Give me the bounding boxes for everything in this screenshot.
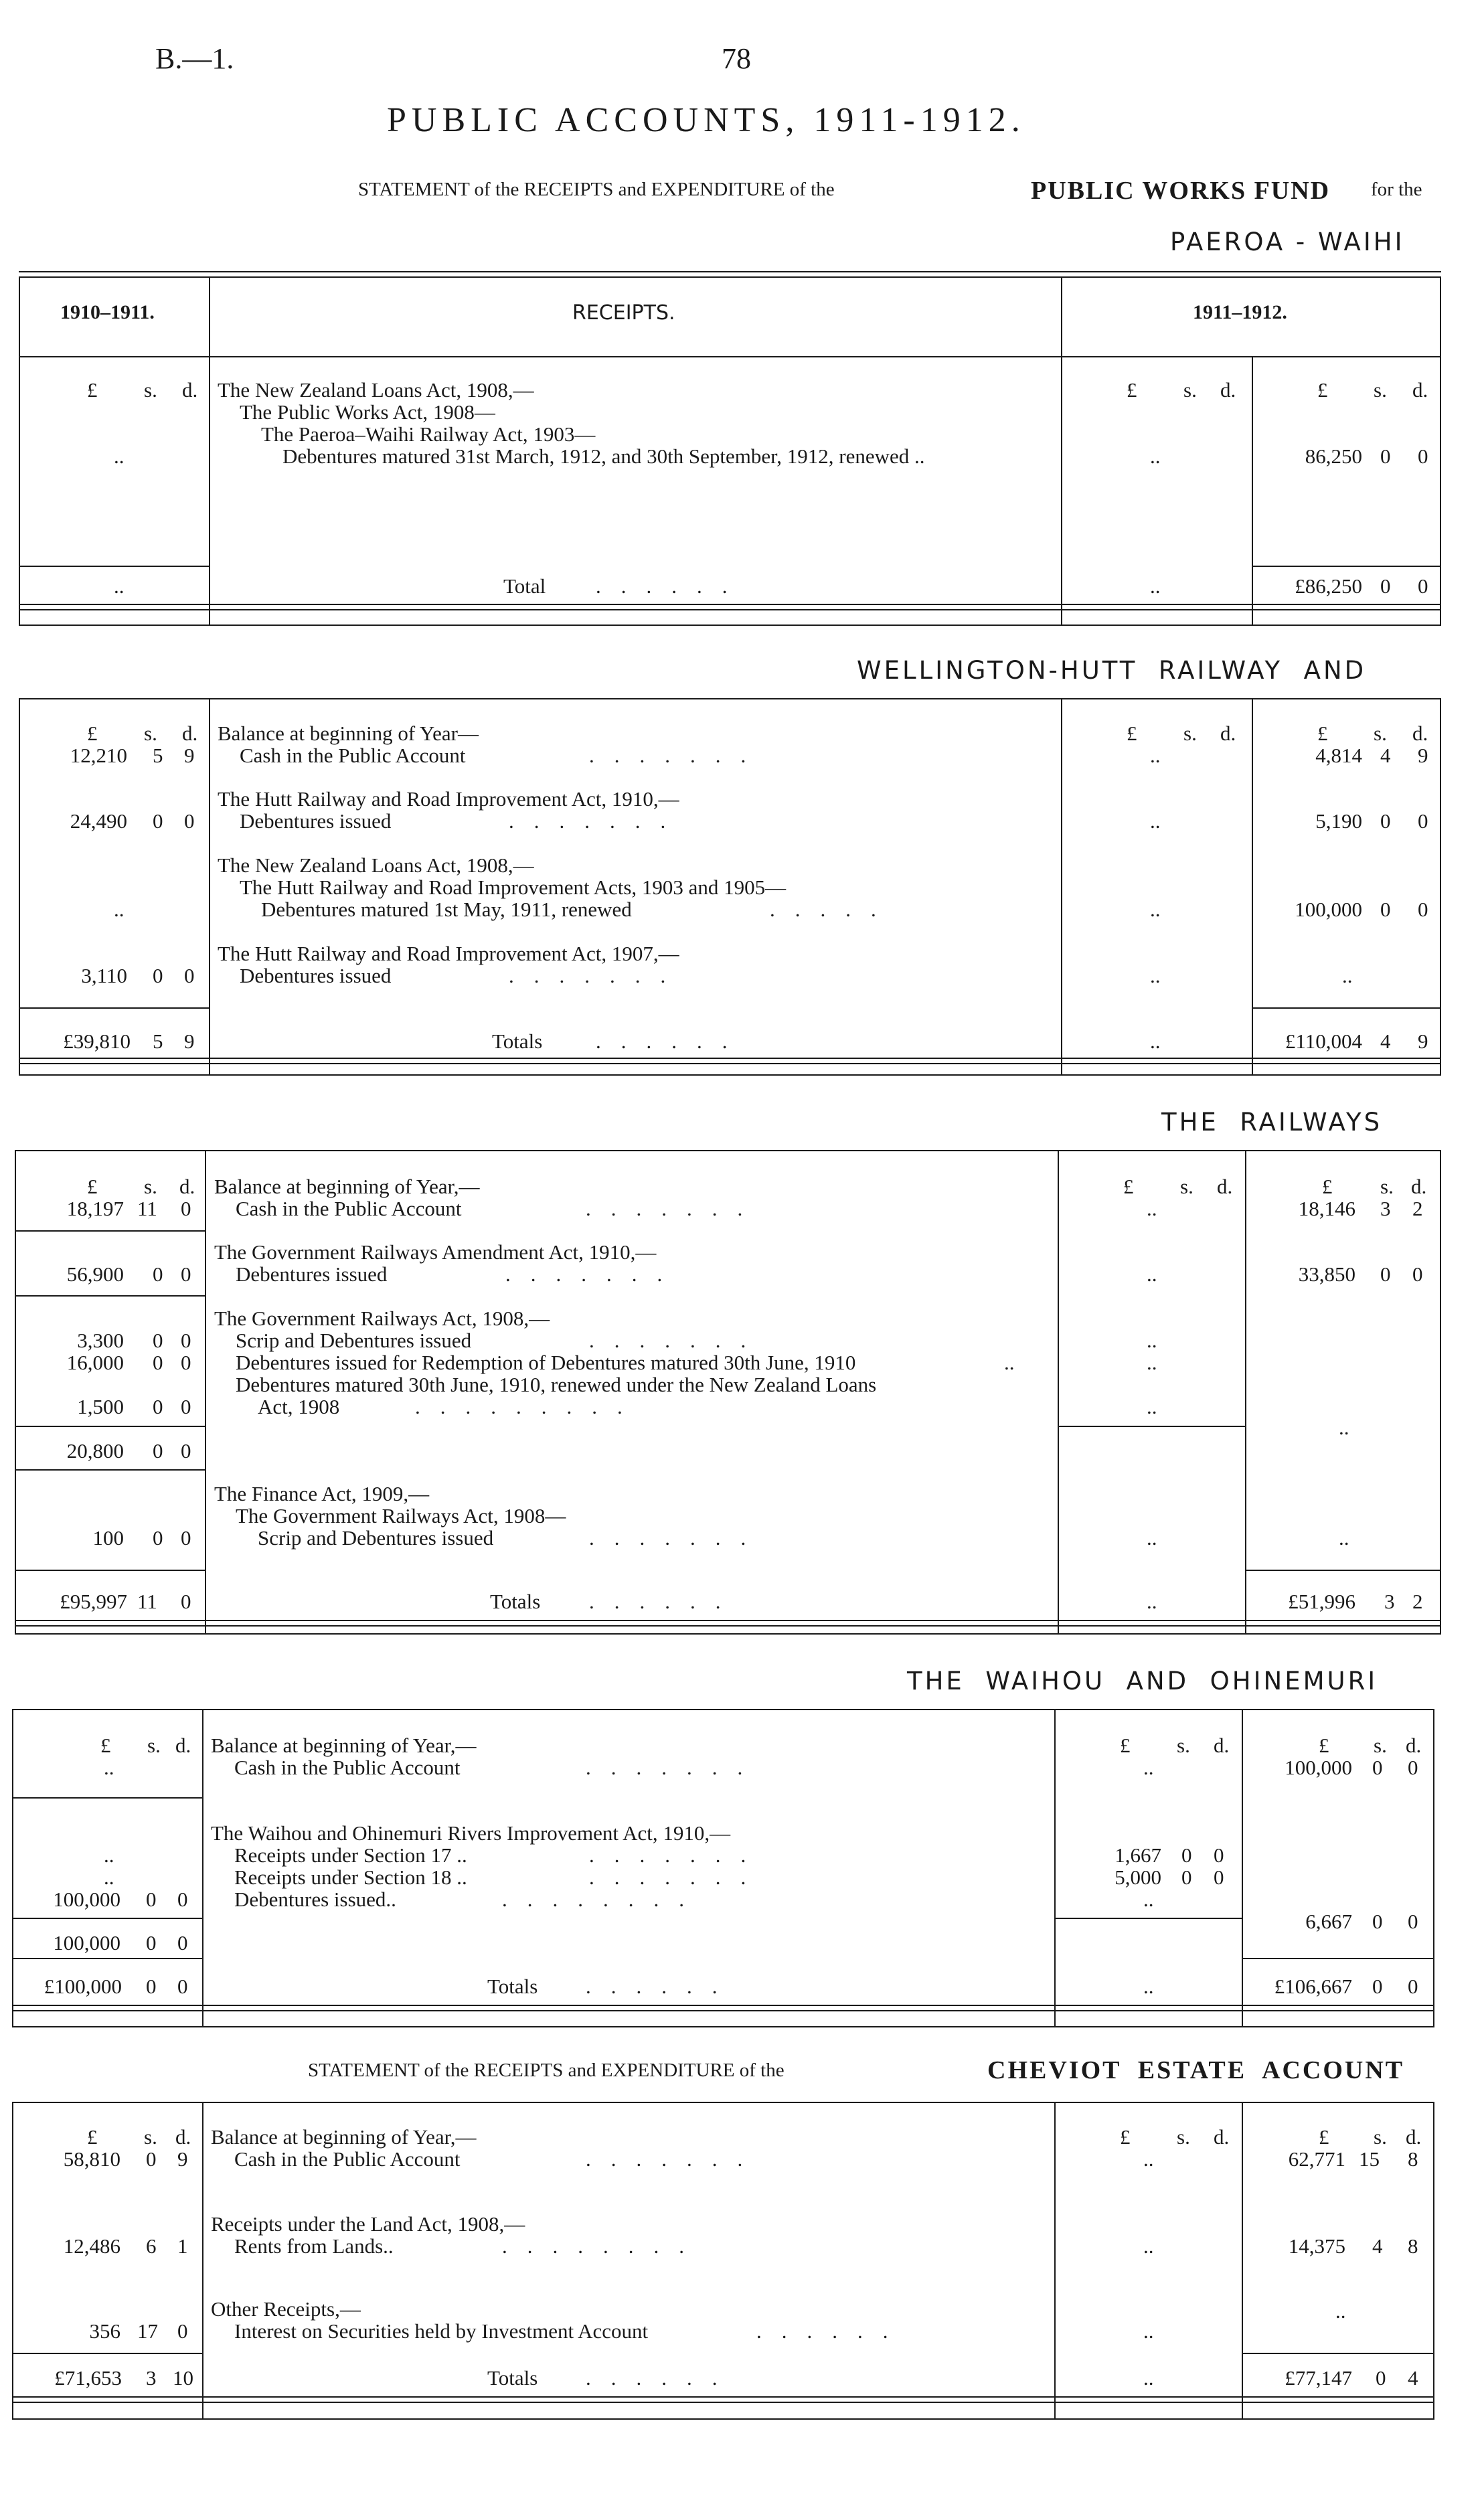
cur-s: s. (144, 2125, 157, 2149)
cur-s: s. (144, 378, 157, 402)
row-heading: The Hutt Railway and Road Improvement Act, 1910,— (218, 787, 679, 811)
header-col-cur-year: 1911–1912. (1193, 301, 1287, 323)
cur-pounds: .. (1342, 964, 1353, 987)
row-description-cont: Act, 1908 (258, 1395, 340, 1418)
prev-shillings: 0 (153, 1262, 163, 1286)
cur-s: s. (1374, 378, 1387, 402)
row-description: Debentures matured 1st May, 1911, renewed (261, 898, 632, 921)
total-shillings: 3 (1384, 1590, 1395, 1613)
cur-s: s. (144, 722, 157, 745)
prev-pounds: 1,500 (77, 1395, 124, 1418)
page-title: PUBLIC ACCOUNTS, 1911-1912. (387, 101, 1025, 139)
total-prev-shillings: 11 (137, 1590, 157, 1613)
row-heading: Receipts under the Land Act, 1908,— (211, 2212, 525, 2236)
prev-pounds: 18,197 (66, 1197, 124, 1220)
total-inner: .. (1143, 1975, 1154, 1998)
prev-shillings: 0 (153, 1329, 163, 1352)
prev-pounds: 356 (89, 2319, 120, 2343)
total-shillings: 0 (1372, 1975, 1383, 1998)
prev-shillings: 0 (146, 2147, 157, 2171)
total-pence: 0 (1408, 1975, 1418, 1998)
total-prev-pence: 9 (184, 1029, 195, 1053)
prev-pounds: 16,000 (66, 1351, 124, 1374)
total-shillings: 4 (1380, 1029, 1391, 1053)
amount-pence: 0 (1418, 444, 1428, 468)
subtotal-pounds: 20,800 (66, 1439, 124, 1463)
total-pounds: £77,147 (1285, 2366, 1352, 2390)
cur-sign: £ (1123, 1175, 1134, 1198)
page-number: 78 (722, 42, 751, 75)
cur-pence: 2 (1412, 1197, 1423, 1220)
cur-sign: £ (1319, 1734, 1329, 1757)
prev-pounds: .. (104, 1756, 114, 1779)
section-title: PAEROA - WAIHI (1170, 228, 1405, 256)
statement-prefix: STATEMENT of the RECEIPTS and EXPENDITURE of the (308, 2060, 785, 2081)
inner-amount: .. (1150, 898, 1161, 921)
cur-s: s. (1374, 722, 1387, 745)
cur-pounds: .. (1339, 1526, 1349, 1550)
subtotal-shillings: 0 (146, 1931, 157, 1955)
total-prev-shillings: 3 (146, 2366, 157, 2390)
amount-pounds: 86,250 (1305, 444, 1362, 468)
cur-sign: £ (1127, 378, 1137, 402)
total-inner: .. (1150, 574, 1161, 598)
cur-sign: £ (1317, 722, 1328, 745)
cur-pence: 0 (1418, 898, 1428, 921)
inner-amount: .. (1147, 1197, 1157, 1220)
cur-s: s. (1380, 1175, 1394, 1198)
row-heading: The Hutt Railway and Road Improvement Act, 1907,— (218, 942, 679, 965)
cur-pence: 8 (1408, 2147, 1418, 2171)
row-subheading: The Government Railways Act, 1908— (236, 1504, 566, 1527)
prev-pounds: 100 (92, 1526, 124, 1550)
cur-s: s. (144, 1175, 157, 1198)
total-prev-pence: 10 (173, 2366, 193, 2390)
inner-pounds: .. (1143, 1888, 1154, 1911)
row-description: Receipts under Section 18 .. (234, 1865, 467, 1889)
row-heading: Balance at beginning of Year,— (211, 1734, 477, 1757)
prev-pence: 1 (177, 2234, 188, 2258)
cur-sign: £ (87, 378, 98, 402)
prev-shillings: 0 (153, 964, 163, 987)
row-description: Rents from Lands.. (234, 2234, 394, 2258)
section-title: WELLINGTON-HUTT RAILWAY AND (857, 656, 1367, 685)
prev-shillings: 17 (137, 2319, 158, 2343)
prev-pence: 0 (181, 1329, 191, 1352)
cur-shillings: 0 (1372, 1910, 1383, 1933)
row-description: Debentures issued (240, 964, 392, 987)
prev-amount: .. (114, 444, 125, 468)
cur-s: s. (1183, 722, 1197, 745)
cur-sign: £ (87, 2125, 98, 2149)
row-description: Scrip and Debentures issued (258, 1526, 494, 1550)
prev-shillings: 0 (153, 809, 163, 833)
cur-pounds: .. (1339, 1416, 1349, 1439)
cur-d: d. (1406, 2125, 1422, 2149)
inner-pence: 0 (1214, 1843, 1224, 1867)
inner-amount: .. (1147, 1526, 1157, 1550)
total-inner: .. (1143, 2366, 1154, 2390)
total-prev-shillings: 0 (146, 1975, 157, 1998)
total-prev-shillings: 5 (153, 1029, 163, 1053)
total-prev-pounds: £100,000 (44, 1975, 122, 1998)
cur-sign: £ (100, 1734, 111, 1757)
prev-pounds: .. (104, 1843, 114, 1867)
section-title: THE RAILWAYS (1161, 1108, 1383, 1137)
row-heading: The Waihou and Ohinemuri Rivers Improvement Act, 1910,— (211, 1821, 731, 1845)
row-heading: Other Receipts,— (211, 2297, 361, 2321)
total-shillings: 0 (1380, 574, 1391, 598)
cur-d: d. (1412, 378, 1428, 402)
prev-shillings: 6 (146, 2234, 157, 2258)
inner-pence: 0 (1214, 1865, 1224, 1889)
prev-pence: 0 (181, 1395, 191, 1418)
row-description: Cash in the Public Account (240, 744, 466, 767)
cur-d: d. (182, 378, 198, 402)
statement-title: CHEVIOT ESTATE ACCOUNT (987, 2056, 1405, 2084)
total-prev-pounds: £95,997 (60, 1590, 127, 1613)
cur-d: d. (1217, 1175, 1233, 1198)
total-pounds: £106,667 (1274, 1975, 1352, 1998)
prev-pounds: 3,300 (77, 1329, 124, 1352)
prev-pounds: .. (104, 1865, 114, 1889)
cur-d: d. (1411, 1175, 1427, 1198)
prev-pence: 9 (184, 744, 195, 767)
prev-shillings: 0 (146, 1888, 157, 1911)
cur-pounds: 33,850 (1298, 1262, 1355, 1286)
cur-shillings: 15 (1359, 2147, 1380, 2171)
cur-shillings: 0 (1380, 1262, 1391, 1286)
inner-amount: .. (1143, 2319, 1154, 2343)
prev-pounds: 12,210 (70, 744, 127, 767)
cur-pounds: 5,190 (1315, 809, 1362, 833)
total-inner: .. (1150, 1029, 1161, 1053)
row-heading: The Finance Act, 1909,— (214, 1482, 430, 1505)
cur-shillings: 3 (1380, 1197, 1391, 1220)
prev-pounds: 56,900 (66, 1262, 124, 1286)
total-label: Total (503, 574, 546, 598)
prev-pence: 9 (177, 2147, 188, 2171)
cur-pounds: 100,000 (1295, 898, 1362, 921)
inner-amount: .. (1143, 2147, 1154, 2171)
prev-pence: 0 (184, 809, 195, 833)
row-description: Interest on Securities held by Investment Account (234, 2319, 649, 2343)
section-title: THE WAIHOU AND OHINEMURI (907, 1667, 1378, 1695)
cur-sign: £ (1317, 378, 1328, 402)
total-prev-pence: 0 (181, 1590, 191, 1613)
cur-d: d. (175, 1734, 191, 1757)
cur-sign: £ (87, 1175, 98, 1198)
cur-pounds: 6,667 (1305, 1910, 1352, 1933)
act-line: The Public Works Act, 1908— (240, 400, 495, 424)
cur-pence: 0 (1412, 1262, 1423, 1286)
cur-sign: £ (1120, 2125, 1131, 2149)
row-description: Cash in the Public Account (234, 1756, 461, 1779)
cur-shillings: 0 (1380, 809, 1391, 833)
subtotal-pence: 0 (177, 1931, 188, 1955)
subtotal-shillings: 0 (153, 1439, 163, 1463)
cur-s: s. (1180, 1175, 1193, 1198)
prev-pounds: 58,810 (63, 2147, 120, 2171)
prev-shillings: 0 (153, 1526, 163, 1550)
receipt-description: Debentures matured 31st March, 1912, and 30th September, 1912, renewed .. (282, 444, 925, 468)
row-description: Cash in the Public Account (236, 1197, 462, 1220)
amount-shillings: 0 (1380, 444, 1391, 468)
total-label: Totals (487, 1975, 538, 1998)
row-subheading: The Hutt Railway and Road Improvement Acts, 1903 and 1905— (240, 876, 787, 899)
total-label: Totals (487, 2366, 538, 2390)
inner-pounds: 1,667 (1115, 1843, 1161, 1867)
cur-d: d. (1406, 1734, 1422, 1757)
cur-d: d. (1220, 378, 1236, 402)
cur-pence: 0 (1408, 1910, 1418, 1933)
cur-d: d. (175, 2125, 191, 2149)
inner-shillings: 0 (1181, 1843, 1192, 1867)
total-pence: 0 (1418, 574, 1428, 598)
header-col-prev-year: 1910–1911. (60, 301, 155, 323)
cur-d: d. (179, 1175, 195, 1198)
statement-fund: PUBLIC WORKS FUND (1031, 177, 1331, 205)
inner-amount: .. (1150, 964, 1161, 987)
cur-s: s. (1374, 1734, 1387, 1757)
row-heading: The Government Railways Act, 1908,— (214, 1307, 550, 1330)
prev-pence: 0 (181, 1351, 191, 1374)
cur-sign: £ (1319, 2125, 1329, 2149)
prev-pounds: 12,486 (63, 2234, 120, 2258)
cur-d: d. (1214, 1734, 1230, 1757)
prev-pence: 0 (181, 1197, 191, 1220)
total-shillings: 0 (1376, 2366, 1386, 2390)
prev-pence: 0 (177, 1888, 188, 1911)
cur-s: s. (1374, 2125, 1387, 2149)
inner-amount: .. (1147, 1395, 1157, 1418)
inner-amount: .. (1150, 744, 1161, 767)
cur-pounds: 18,146 (1298, 1197, 1355, 1220)
inner-amount: .. (1143, 2234, 1154, 2258)
subtotal-pence: 0 (181, 1439, 191, 1463)
cur-pence: 9 (1418, 744, 1428, 767)
prev-shillings: 0 (153, 1395, 163, 1418)
total-pounds: £51,996 (1288, 1590, 1355, 1613)
subtotal-pounds: 100,000 (53, 1931, 120, 1955)
total-prev-pence: 0 (177, 1975, 188, 1998)
total-label: Totals (490, 1590, 541, 1613)
total-pounds: £110,004 (1285, 1029, 1362, 1053)
cur-pence: 0 (1408, 1756, 1418, 1779)
cur-sign: £ (1127, 722, 1137, 745)
prev-shillings: 11 (137, 1197, 157, 1220)
prev-shillings: 5 (153, 744, 163, 767)
total-pence: 9 (1418, 1029, 1428, 1053)
inner-amount: .. (1143, 1756, 1154, 1779)
statement-prefix: STATEMENT of the RECEIPTS and EXPENDITURE of the (358, 179, 835, 200)
inner-pounds: 5,000 (1115, 1865, 1161, 1889)
row-description: Debentures issued (236, 1262, 388, 1286)
cur-shillings: 4 (1380, 744, 1391, 767)
prev-shillings: 0 (153, 1351, 163, 1374)
row-heading: Balance at beginning of Year,— (211, 2125, 477, 2149)
row-description: Receipts under Section 17 .. (234, 1843, 467, 1867)
cur-shillings: 0 (1372, 1756, 1383, 1779)
page-reference: B.—1. (155, 42, 234, 75)
cur-shillings: 0 (1380, 898, 1391, 921)
statement-suffix: for the (1371, 179, 1422, 200)
cur-sign: £ (1322, 1175, 1333, 1198)
cur-d: d. (1220, 722, 1236, 745)
inner-amount: .. (1147, 1262, 1157, 1286)
cur-pence: 0 (1418, 809, 1428, 833)
cur-s: s. (1177, 1734, 1190, 1757)
cur-pounds: 4,814 (1315, 744, 1362, 767)
row-heading: The New Zealand Loans Act, 1908,— (218, 853, 534, 877)
header-col-receipts: RECEIPTS. (572, 301, 675, 325)
total-pence: 4 (1408, 2366, 1418, 2390)
cur-pounds: 100,000 (1285, 1756, 1352, 1779)
cur-pounds: .. (1335, 2299, 1346, 2323)
cur-sign: £ (1120, 1734, 1131, 1757)
prev-pounds: 24,490 (70, 809, 127, 833)
prev-pounds: 3,110 (81, 964, 127, 987)
prev-pounds: .. (114, 898, 125, 921)
cur-shillings: 4 (1372, 2234, 1383, 2258)
total-prev: .. (114, 574, 125, 598)
total-pence: 2 (1412, 1590, 1423, 1613)
cur-s: s. (1177, 2125, 1190, 2149)
row-description: Debentures issued (240, 809, 392, 833)
inner-amount: .. (1147, 1351, 1157, 1374)
total-pounds: £86,250 (1295, 574, 1362, 598)
prev-pence: 0 (181, 1262, 191, 1286)
inner-amount: .. (1150, 444, 1161, 468)
row-description: Debentures matured 30th June, 1910, renewed under the New Zealand Loans (236, 1373, 877, 1396)
prev-pence: 0 (181, 1526, 191, 1550)
cur-pence: 8 (1408, 2234, 1418, 2258)
act-line: The Paeroa–Waihi Railway Act, 1903— (261, 422, 596, 446)
prev-pence: 0 (184, 964, 195, 987)
total-prev-pounds: £39,810 (63, 1029, 131, 1053)
act-line: The New Zealand Loans Act, 1908,— (218, 378, 534, 402)
inner-shillings: 0 (1181, 1865, 1192, 1889)
row-description: Debentures issued.. (234, 1888, 396, 1911)
cur-pounds: 14,375 (1288, 2234, 1345, 2258)
row-description: Debentures issued for Redemption of Debentures matured 30th June, 1910 (236, 1351, 856, 1374)
row-heading: Balance at beginning of Year— (218, 722, 479, 745)
cur-d: d. (1412, 722, 1428, 745)
row-heading: The Government Railways Amendment Act, 1910,— (214, 1240, 657, 1264)
cur-d: d. (1214, 2125, 1230, 2149)
cur-sign: £ (87, 722, 98, 745)
row-description: Scrip and Debentures issued (236, 1329, 472, 1352)
total-prev-pounds: £71,653 (54, 2366, 122, 2390)
inner-amount: .. (1150, 809, 1161, 833)
cur-s: s. (1183, 378, 1197, 402)
prev-pounds: 100,000 (53, 1888, 120, 1911)
inner-amount: .. (1147, 1329, 1157, 1352)
total-label: Totals (492, 1029, 543, 1053)
cur-d: d. (182, 722, 198, 745)
row-heading: Balance at beginning of Year,— (214, 1175, 480, 1198)
row-description: Cash in the Public Account (234, 2147, 461, 2171)
prev-pence: 0 (177, 2319, 188, 2343)
cur-s: s. (147, 1734, 161, 1757)
cur-pounds: 62,771 (1288, 2147, 1345, 2171)
